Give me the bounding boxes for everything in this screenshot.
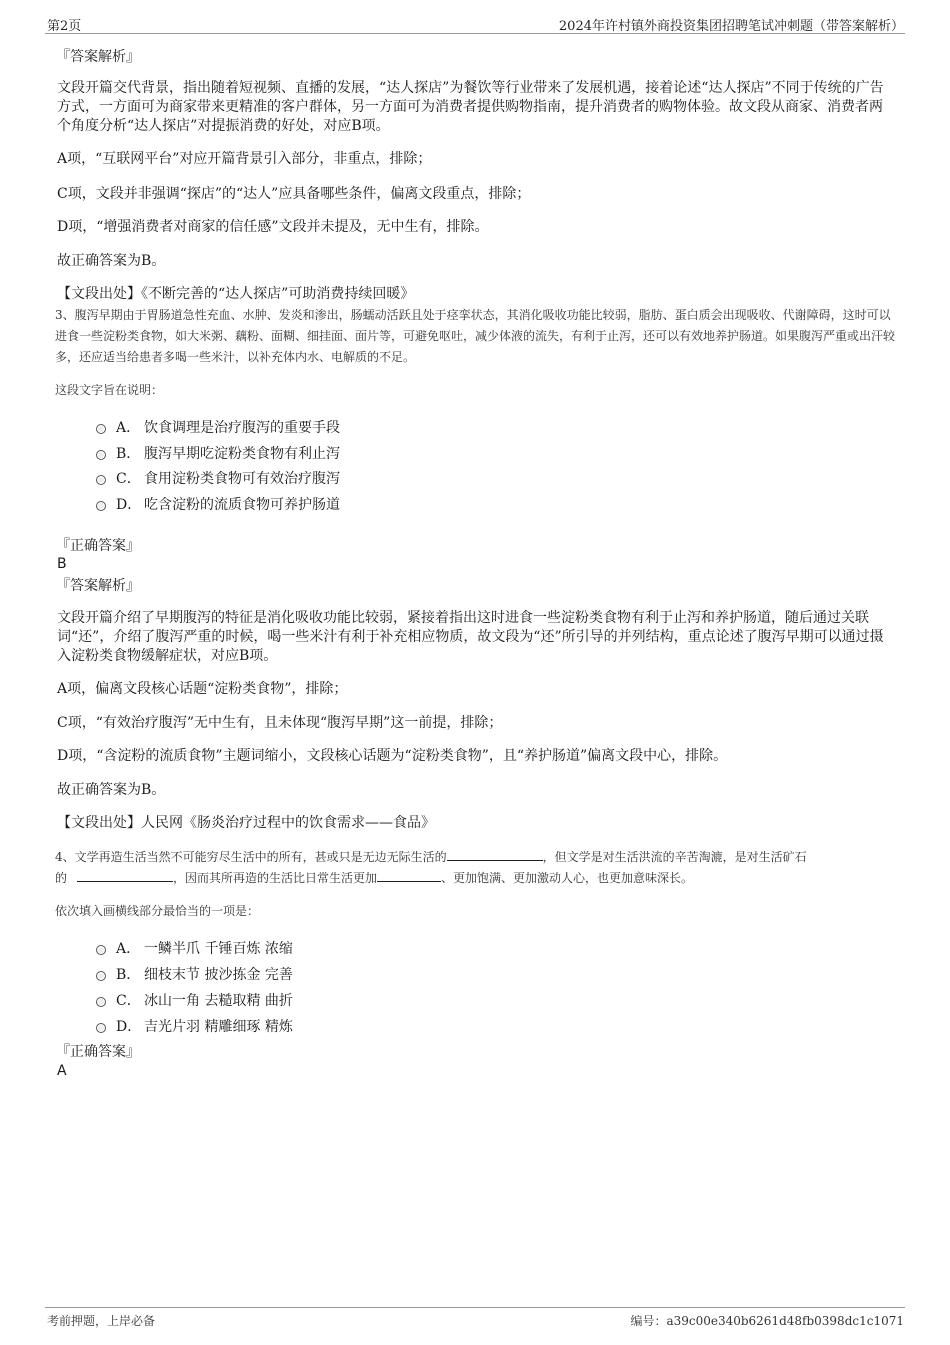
q2-option-d-analysis: D项，“增强消费者对商家的信任感”文段并未提及，无中生有，排除。 [57, 219, 489, 235]
header-divider [45, 33, 905, 34]
q3-prompt: 这段文字旨在说明： [55, 383, 164, 397]
q4-stem-part4: ，因而其所再造的生活比日常生活更加 [173, 871, 378, 885]
option-text: 冰山一角 去糙取精 曲折 [144, 993, 293, 1009]
option-letter: B． [116, 446, 141, 462]
radio-icon[interactable] [96, 997, 106, 1007]
option-letter: D． [116, 497, 142, 513]
option-text: 一鳞半爪 千锤百炼 浓缩 [144, 941, 293, 957]
q4-stem-part2: ，但文学是对生活洪流的辛苦淘漉，是对生活矿石 [542, 850, 807, 864]
option-letter: D． [116, 1019, 142, 1035]
q4-option-b[interactable] [96, 964, 293, 984]
q4-prompt: 依次填入画横线部分最恰当的一项是： [55, 904, 260, 918]
q2-conclusion: 故正确答案为B。 [57, 253, 166, 269]
option-text: 吉光片羽 精雕细琢 精炼 [144, 1019, 293, 1035]
footer-divider [45, 1307, 905, 1308]
radio-icon[interactable] [96, 475, 106, 485]
radio-icon[interactable] [96, 945, 106, 955]
q3-correct-heading: 『正确答案』 [56, 538, 140, 554]
q3-option-c[interactable] [96, 468, 340, 488]
option-letter: B． [116, 967, 141, 983]
q3-option-b[interactable] [96, 443, 340, 463]
q4-stem-line1 [55, 847, 807, 868]
q4-stem-part1: 4、文学再造生活当然不可能穷尽生活中的所有，甚或只是无边无际生活的 [55, 850, 447, 864]
q2-analysis-text: 文段开篇交代背景，指出随着短视频、直播的发展，“达人探店”为餐饮等行业带来了发展机遇，接着论述“达人探店”不同于传统的广告方式，一方面可为商家带来更精准的客户群体，另一方面可为消费者提供购物指南，提升消费者的购物体验。故文段从商家、消费者两个角度分析“达人探店”对提振消费的好处，对应B项。 [57, 80, 884, 134]
blank-2 [77, 869, 173, 882]
option-text: 吃含淀粉的流质食物可养护肠道 [144, 497, 340, 513]
q3-option-a[interactable] [96, 417, 340, 437]
option-text: 腹泻早期吃淀粉类食物有利止泻 [144, 446, 340, 462]
q4-stem-part5: 、更加饱满、更加激动人心，也更加意味深长。 [441, 871, 694, 885]
option-letter: A． [116, 420, 141, 436]
radio-icon[interactable] [96, 1023, 106, 1033]
q4-correct-answer: A [57, 1063, 67, 1079]
q3-correct-answer: B [57, 556, 67, 572]
q2-source: 【文段出处】《不断完善的“达人探店”可助消费持续回暖》 [57, 286, 415, 302]
blank-3 [377, 869, 441, 882]
q3-source: 【文段出处】人民网《肠炎治疗过程中的饮食需求——食品》 [57, 815, 435, 831]
option-letter: C． [116, 993, 141, 1009]
q3-option-c-analysis: C项，“有效治疗腹泻”无中生有，且未体现“腹泻早期”这一前提，排除； [57, 715, 503, 731]
option-text: 食用淀粉类食物可有效治疗腹泻 [144, 471, 340, 487]
page-number: 第2页 [47, 19, 82, 34]
document-title: 2024年许村镇外商投资集团招聘笔试冲刺题（带答案解析） [558, 19, 904, 34]
option-letter: A． [116, 941, 141, 957]
q3-conclusion: 故正确答案为B。 [57, 782, 166, 798]
q2-option-c-analysis: C项，文段并非强调“探店”的“达人”应具备哪些条件，偏离文段重点，排除； [57, 186, 531, 202]
q3-option-d[interactable] [96, 494, 340, 514]
option-text: 细枝末节 披沙拣金 完善 [144, 967, 293, 983]
q3-option-a-analysis: A项，偏离文段核心话题“淀粉类食物”，排除； [57, 681, 348, 697]
q2-option-a-analysis: A项，“互联网平台”对应开篇背景引入部分，非重点，排除； [57, 151, 432, 167]
q4-option-c[interactable] [96, 990, 293, 1010]
option-text: 饮食调理是治疗腹泻的重要手段 [144, 420, 340, 436]
footer-code: 编号：a39c00e340b6261d48fb0398dc1c1071 [630, 1314, 904, 1328]
option-letter: C． [116, 471, 141, 487]
q2-analysis-heading: 『答案解析』 [56, 49, 140, 65]
radio-icon[interactable] [96, 501, 106, 511]
radio-icon[interactable] [96, 971, 106, 981]
q4-option-d[interactable] [96, 1016, 293, 1036]
q3-analysis-text: 文段开篇介绍了早期腹泻的特征是消化吸收功能比较弱，紧接着指出这时进食一些淀粉类食物有利于止泻和养护肠道，随后通过关联词“还”，介绍了腹泻严重的时候，喝一些米汁有利于补充相应物质，故文段为“还”所引导的并列结构，重点论述了腹泻早期可以通过摄入淀粉类食物缓解症状，对应B项。 [57, 610, 884, 664]
radio-icon[interactable] [96, 424, 106, 434]
footer-slogan: 考前押题，上岸必备 [47, 1314, 156, 1328]
blank-1 [447, 848, 543, 861]
q4-option-a[interactable] [96, 938, 293, 958]
q4-stem-part3: 的 [55, 871, 68, 885]
q3-option-d-analysis: D项，“含淀粉的流质食物”主题词缩小，文段核心话题为“淀粉类食物”，且“养护肠道”偏离文段中心，排除。 [57, 748, 728, 764]
q4-stem-line2 [55, 868, 693, 889]
q3-stem: 3、腹泻早期由于胃肠道急性充血、水肿、发炎和渗出，肠蠕动活跃且处于痉挛状态，其消化吸收功能比较弱，脂肪、蛋白质会出现吸收、代谢障碍，这时可以进食一些淀粉类食物，如大米粥、藕粉、面糊、细挂面、面片等，可避免呕吐，减少体液的流失，有利于止泻，还可以有效地养护肠道。如果腹泻严重或出汗较多，还应适当给患者多喝一些米汁，以补充体内水、电解质的不足。 [55, 308, 896, 364]
radio-icon[interactable] [96, 450, 106, 460]
q4-correct-heading: 『正确答案』 [56, 1044, 140, 1060]
q3-analysis-heading: 『答案解析』 [56, 578, 140, 594]
